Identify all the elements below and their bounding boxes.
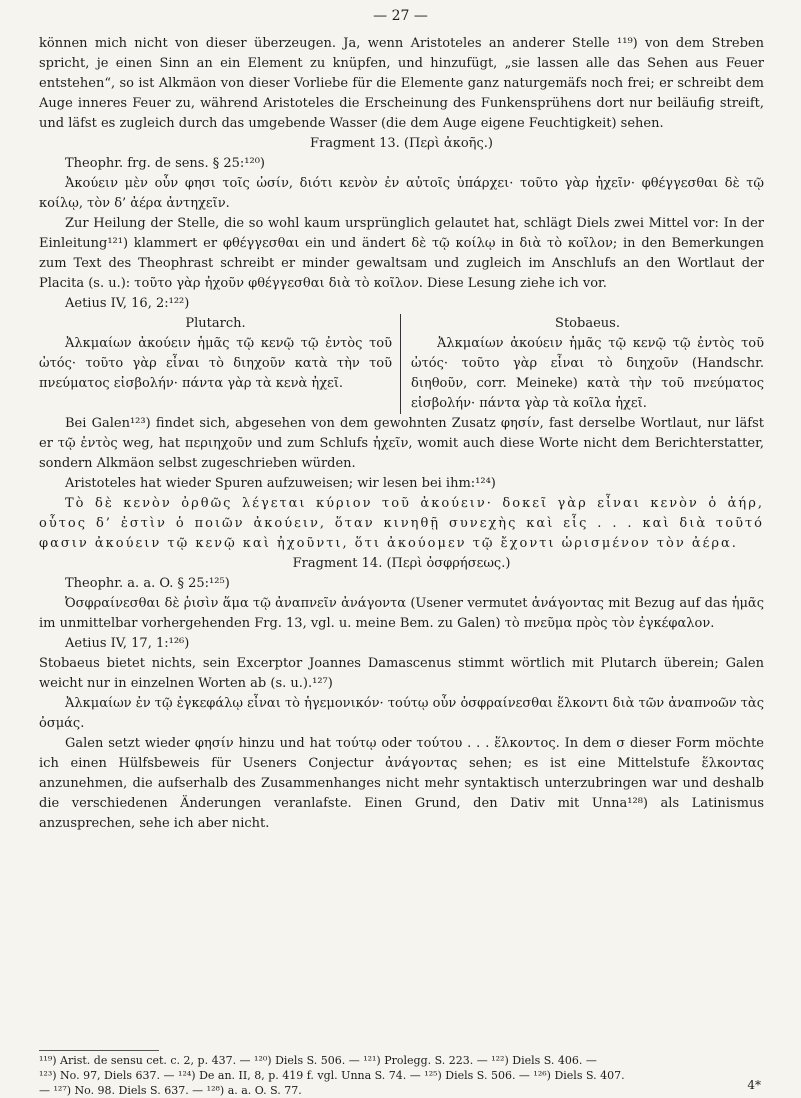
greek-quote-14: Ὀσφραίνεσθαι δὲ ῥισὶν ἅμα τῷ ἀναπνεῖν ἀνάγοντα (Usener vermutet ἀνάγοντας mit Bezug auf das ἡμᾶς im unmittelbar vorhergehenden Frg. 13, vgl. u. meine Bem. zu Galen) τὸ πνεῦμα πρὸς τὸν ἐγκέφαλον. [39, 596, 764, 631]
plutarch-column [39, 314, 401, 414]
footnotes [39, 1048, 764, 1098]
stobaeus-heading: Stobaeus. [555, 316, 620, 331]
paragraph-6: Galen setzt wieder φησίν hinzu und hat τούτῳ oder τούτου . . . ἕλκοντος. In dem σ dieser Form möchte ich einen Hülfsbeweis für Useners Conjectur ἀνάγοντας sehen; es ist eine Mittelstufe ἕλκοντας anzunehmen, die aufserhalb des Zusammenhanges nicht mehr syntaktisch unterzubringen war und deshalb die verschiedenen Änderungen veranlafste. Einen Grund, den Dativ mit Unna¹²⁸) als Latinismus anzusprechen, sehe ich aber nicht. [39, 736, 764, 831]
parallel-columns [39, 314, 764, 414]
page-number: — 27 — [373, 8, 428, 24]
footnote-rule [39, 1050, 159, 1051]
greek-quote-14b: Ἀλκμαίων ἐν τῷ ἐγκεφάλῳ εἶναι τὸ ἡγεμονικόν· τούτῳ οὖν ὀσφραίνεσθαι ἕλκοντι διὰ τῶν ἀναπνοῶν τὰς ὀσμάς. [39, 696, 764, 731]
footnote-line-2: ¹²³) No. 97, Diels 637. — ¹²⁴) De an. II, 8, p. 419 f. vgl. Unna S. 74. — ¹²⁵) Diels S. 506. — ¹²⁶) Diels S. 407. [39, 1069, 625, 1082]
aetius-ref-14: Aetius IV, 17, 1:¹²⁶) [65, 636, 190, 651]
fragment-14-heading: Fragment 14. (Περὶ ὀσφρήσεως.) [292, 556, 511, 571]
signature-mark: 4* [747, 1078, 761, 1092]
aetius-ref-13: Aetius IV, 16, 2:¹²²) [65, 296, 190, 311]
paragraph-1: können mich nicht von dieser überzeugen. Ja, wenn Aristoteles an anderer Stelle ¹¹⁹) von dem Streben spricht, je einen Sinn an ein Element zu knüpfen, und hinzufügt, „sie lassen alle das Sehen aus Feuer entstehen“, so ist Alkmäon von dieser Vorliebe für die Elemente ganz naturgemäfs noch frei; er schreibt dem Auge inneres Feuer zu, während Aristoteles die Erscheinung des Funkensprühens dort nur beiläufig streift, und läfst es zugleich durch das umgebende Wasser (die dem Auge eigene Feuchtigkeit) sehen. [39, 36, 764, 131]
stobaeus-text: Ἀλκμαίων ἀκούειν ἡμᾶς τῷ κενῷ τῷ ἐντὸς τοῦ ὠτός· τοῦτο γὰρ εἶναι τὸ διηχοῦν (Handschr. διηθοῦν, corr. Meineke) κατὰ τὴν τοῦ πνεύματος εἰσβολήν· πάντα γὰρ τὰ κοῖλα ἠχεῖ. [411, 336, 764, 411]
main-text [39, 34, 764, 834]
footnote-line-3: — ¹²⁷) No. 98. Diels S. 637. — ¹²⁸) a. a. O. S. 77. [39, 1084, 302, 1097]
theophrastus-ref-14: Theophr. a. a. O. § 25:¹²⁵) [65, 576, 230, 591]
paragraph-3: Bei Galen¹²³) findet sich, abgesehen von dem gewohnten Zusatz φησίν, fast derselbe Wortlaut, nur läfst er τῷ ἐντὸς weg, hat περιηχοῦν und zum Schlufs ἠχεῖν, womit auch diese Worte nicht dem Berichterstatter, sondern Alkmäon selbst zugeschrieben würden. [39, 416, 764, 471]
footnote-line-1: ¹¹⁹) Arist. de sensu cet. c. 2, p. 437. — ¹²⁰) Diels S. 506. — ¹²¹) Prolegg. S. 223. — ¹²²) Diels S. 406. — [39, 1054, 597, 1067]
paragraph-2: Zur Heilung der Stelle, die so wohl kaum ursprünglich gelautet hat, schlägt Diels zwei Mittel vor: In der Einleitung¹²¹) klammert er φθέγγεσθαι ein und ändert δὲ τῷ κοίλῳ in διὰ τὸ κοῖλον; in den Bemerkungen zum Text des Theophrast schreibt er minder gewaltsam und zugleich im Anschlufs an den Wortlaut der Placita (s. u.): τοῦτο γὰρ ἠχοῦν φθέγγεσθαι διὰ τὸ κοῖλον. Diese Lesung ziehe ich vor. [39, 216, 764, 291]
greek-aristotle-quote: Τὸ δὲ κενὸν ὀρθῶς λέγεται κύριον τοῦ ἀκούειν· δοκεῖ γὰρ εἶναι κενὸν ὁ ἀήρ, οὗτος δ’ ἐστὶν ὁ ποιῶν ἀκούειν, ὅταν κινηθῇ συνεχὴς καὶ εἷς . . . καὶ διὰ τοῦτό φασιν ἀκούειν τῷ κενῷ καὶ ἠχοῦντι, ὅτι ἀκούομεν τῷ ἔχοντι ὡρισμένον τὸν ἀέρα. [39, 496, 764, 551]
plutarch-heading: Plutarch. [185, 316, 246, 331]
plutarch-text: Ἀλκμαίων ἀκούειν ἡμᾶς τῷ κενῷ τῷ ἐντὸς τοῦ ὠτός· τοῦτο γὰρ εἶναι τὸ διηχοῦν κατὰ τὴν τοῦ πνεύματος εἰσβολήν· πάντα γὰρ τὰ κενὰ ἠχεῖ. [39, 336, 392, 391]
greek-quote-13: Ἀκούειν μὲν οὖν φησι τοῖς ὠσίν, διότι κενὸν ἐν αὐτοῖς ὑπάρχει· τοῦτο γὰρ ἠχεῖν· φθέγγεσθαι δὲ τῷ κοίλῳ, τὸν δ’ ἀέρα ἀντηχεῖν. [39, 176, 764, 211]
theophrastus-ref-13: Theophr. frg. de sens. § 25:¹²⁰) [65, 156, 266, 171]
paragraph-4: Aristoteles hat wieder Spuren aufzuweisen; wir lesen bei ihm:¹²⁴) [65, 476, 496, 491]
stobaeus-column [411, 314, 764, 414]
fragment-13-heading: Fragment 13. (Περὶ ἀκοῆς.) [310, 136, 493, 151]
paragraph-5: Stobaeus bietet nichts, sein Excerptor Joannes Damascenus stimmt wörtlich mit Plutarch überein; Galen weicht nur in einzelnen Worten ab (s. u.).¹²⁷) [39, 656, 764, 691]
